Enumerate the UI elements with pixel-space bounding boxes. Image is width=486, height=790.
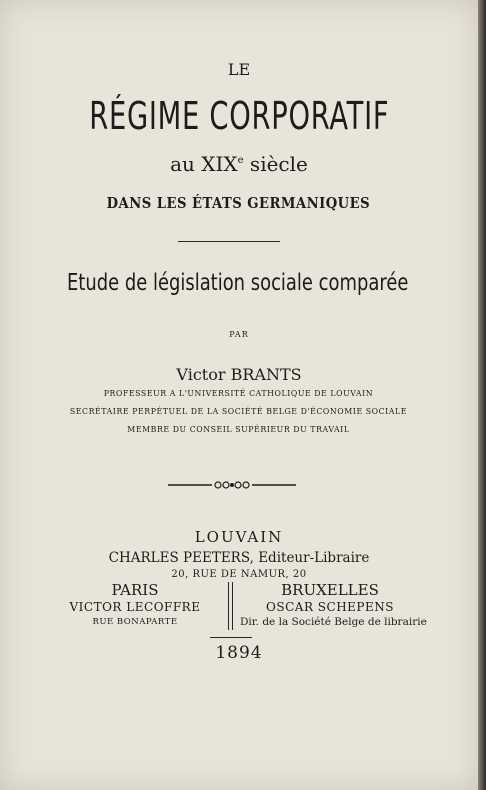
title-divider [178,241,280,242]
bruxelles-address: Dir. de la Société Belge de librairie [240,616,427,628]
author-last-name: BRANTS [230,365,302,384]
author-first-name: Victor [176,365,231,384]
publisher-line [0,552,478,566]
subtitle: Etude de législation sociale comparée [66,270,409,296]
paris-address: RUE BONAPARTE [92,617,178,627]
publisher-address: 20, RUE DE NAMUR, 20 [171,569,307,580]
column-separator [228,582,229,630]
century-suffix: siècle [243,152,308,176]
author-name [0,367,478,383]
region-line: DANS LES ÉTATS GERMANIQUES [106,194,371,212]
paris-city: PARIS [111,581,159,599]
bruxelles-city: BRUXELLES [281,581,379,599]
book-edge [478,0,486,790]
title-article: LE [227,60,251,79]
century-line [0,154,478,174]
author-credential: PROFESSEUR A L'UNIVERSITÉ CATHOLIQUE DE LOUVAIN [103,389,374,399]
author-credential: MEMBRE DU CONSEIL SUPÉRIEUR DU TRAVAIL [127,425,350,435]
century-superscript: e [237,155,244,166]
author-credential: SECRÉTAIRE PERPÉTUEL DE LA SOCIÉTÉ BELGE D'ÉCONOMIE SOCIALE [69,407,408,417]
column-separator [232,582,233,630]
publication-year: 1894 [215,643,263,663]
bruxelles-publisher: OSCAR SCHEPENS [266,600,394,614]
imprint-city: LOUVAIN [194,528,284,546]
paris-publisher: VICTOR LECOFFRE [69,600,201,614]
year-divider [210,637,252,638]
century-text: au XIX [170,152,238,176]
book-title: RÉGIME CORPORATIF [89,94,390,138]
publisher-name: CHARLES PEETERS, [108,550,259,566]
by-label: PAR [229,330,249,339]
ornament-divider [168,478,296,492]
publisher-role: Editeur-Libraire [258,550,370,566]
